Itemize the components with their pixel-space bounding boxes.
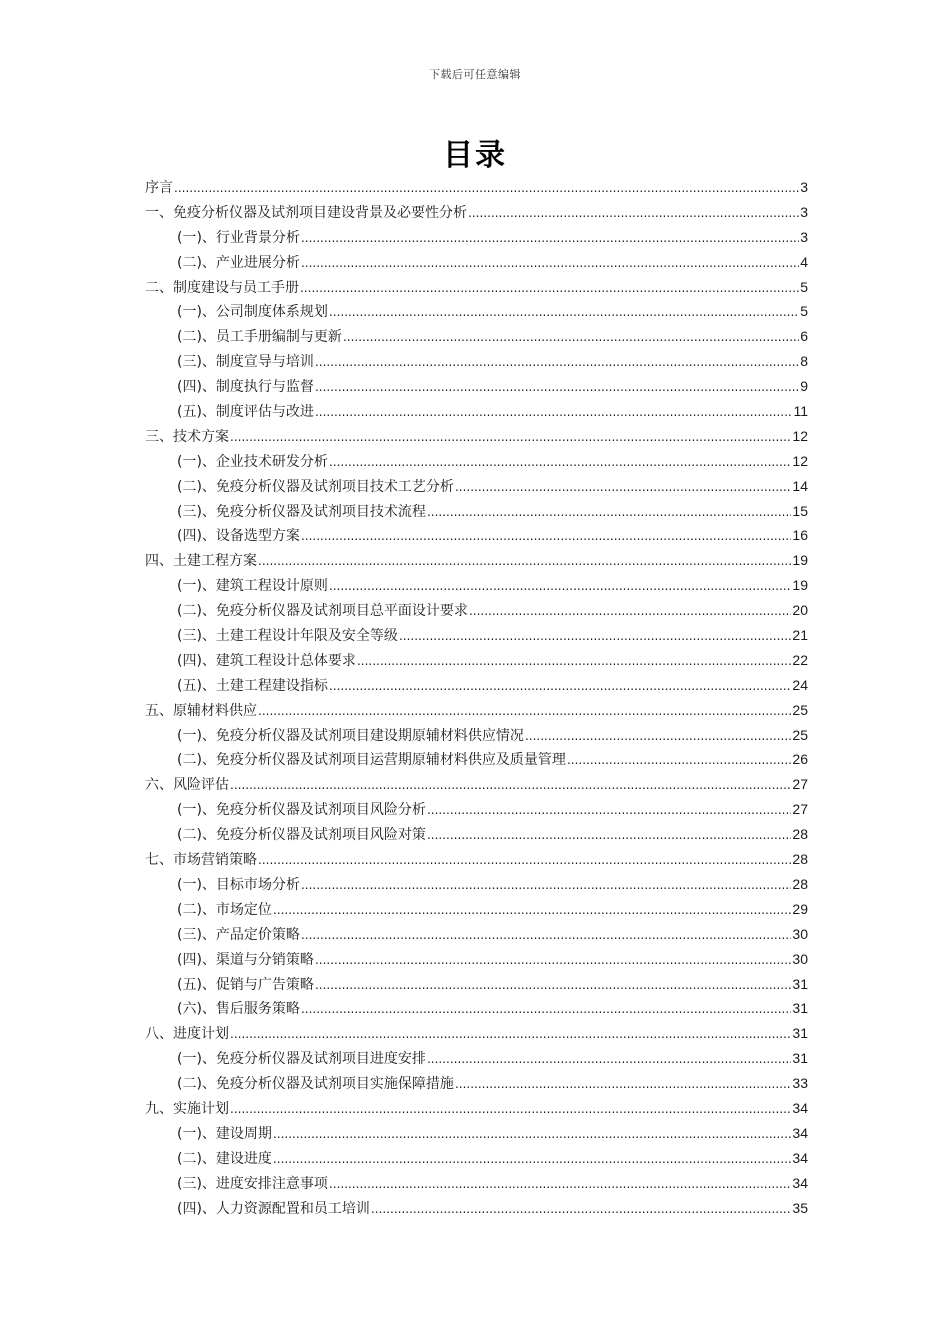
toc-page-number: 30 [792,925,808,942]
toc-entry-title: (三)、进度安排注意事项 [177,1175,328,1192]
toc-dot-leader [427,1047,791,1072]
toc-entry-title: 四、土建工程方案 [145,553,257,570]
toc-entry-title: (一)、免疫分析仪器及试剂项目进度安排 [177,1051,426,1068]
toc-page-number: 28 [792,826,808,843]
toc-entry-title: (二)、免疫分析仪器及试剂项目运营期原辅材料供应及质量管理 [177,752,566,769]
toc-entry[interactable] [145,225,808,250]
toc-entry[interactable] [145,424,808,449]
toc-page-number: 28 [792,875,808,892]
toc-dot-leader [300,276,799,301]
toc-entry-title: (一)、目标市场分析 [177,876,300,893]
toc-entry[interactable] [145,1171,808,1196]
toc-entry[interactable] [145,972,808,997]
toc-entry[interactable] [145,324,808,349]
toc-entry[interactable] [145,299,808,324]
toc-dot-leader [273,1147,791,1172]
toc-page-number: 5 [800,303,808,320]
toc-entry-title: (五)、促销与广告策略 [177,976,314,993]
toc-dot-leader [455,1072,791,1097]
toc-dot-leader [230,1097,791,1122]
toc-dot-leader [329,300,799,325]
toc-entry-title: 五、原辅材料供应 [145,702,257,719]
toc-entry[interactable] [145,598,808,623]
toc-entry-title: (一)、企业技术研发分析 [177,453,328,470]
toc-entry[interactable] [145,623,808,648]
toc-page-number: 11 [793,403,808,420]
toc-dot-leader [329,574,791,599]
toc-entry[interactable] [145,1196,808,1221]
toc-page-number: 9 [800,378,808,395]
toc-dot-leader [301,524,791,549]
toc-entry[interactable] [145,275,808,300]
toc-page-number: 35 [792,1199,808,1216]
toc-entry-title: (二)、市场定位 [177,901,272,918]
toc-entry-title: (一)、建设周期 [177,1125,272,1142]
toc-entry-title: (六)、售后服务策略 [177,1001,300,1018]
toc-dot-leader [455,475,791,500]
toc-page-number: 31 [792,1050,808,1067]
toc-page-number: 34 [792,1149,808,1166]
toc-page-number: 34 [792,1124,808,1141]
toc-dot-leader [315,400,793,425]
toc-entry-title: (二)、员工手册编制与更新 [177,329,342,346]
toc-entry[interactable] [145,200,808,225]
toc-entry-title: 九、实施计划 [145,1100,229,1117]
toc-dot-leader [230,773,791,798]
toc-entry[interactable] [145,1021,808,1046]
toc-page-number: 14 [792,477,808,494]
toc-dot-leader [399,624,791,649]
header-note: 下载后可任意编辑 [429,68,521,81]
toc-dot-leader [301,997,791,1022]
toc-entry-title: 六、风险评估 [145,777,229,794]
toc-dot-leader [371,1197,791,1222]
toc-entry[interactable] [145,772,808,797]
toc-page-number: 4 [800,253,808,270]
toc-page-number: 15 [792,502,808,519]
toc-entry-title: (四)、设备选型方案 [177,528,300,545]
toc-dot-leader [301,226,799,251]
toc-dot-leader [315,948,791,973]
toc-dot-leader [273,1122,791,1147]
toc-entry-title: (四)、渠道与分销策略 [177,951,314,968]
toc-entry-title: (一)、免疫分析仪器及试剂项目风险分析 [177,802,426,819]
toc-entry-title: (一)、建筑工程设计原则 [177,578,328,595]
toc-entry-title: (三)、制度宣导与培训 [177,354,314,371]
toc-entry[interactable] [145,673,808,698]
toc-dot-leader [468,201,799,226]
toc-entry-title: 八、进度计划 [145,1026,229,1043]
toc-entry-title: (一)、免疫分析仪器及试剂项目建设期原辅材料供应情况 [177,727,524,744]
toc-dot-leader [427,823,791,848]
toc-entry[interactable] [145,349,808,374]
toc-page-number: 22 [792,651,808,668]
toc-entry[interactable] [145,1046,808,1071]
toc-page-number: 21 [792,627,808,644]
toc-entry[interactable] [145,747,808,772]
toc-dot-leader [329,450,791,475]
toc-entry[interactable] [145,1071,808,1096]
toc-dot-leader [315,350,799,375]
toc-entry-title: (二)、建设进度 [177,1150,272,1167]
toc-entry-title: (二)、产业进展分析 [177,254,300,271]
toc-page-number: 3 [800,228,808,245]
toc-page-number: 33 [792,1075,808,1092]
toc-entry[interactable] [145,1096,808,1121]
toc-entry-title: (二)、免疫分析仪器及试剂项目实施保障措施 [177,1076,454,1093]
toc-entry[interactable] [145,797,808,822]
toc-dot-leader [343,325,799,350]
toc-page-number: 28 [792,851,808,868]
toc-page-number: 5 [800,278,808,295]
toc-dot-leader [315,375,799,400]
toc-dot-leader [258,699,791,724]
toc-entry[interactable] [145,1121,808,1146]
toc-page-number: 19 [792,552,808,569]
toc-page-number: 25 [792,701,808,718]
toc-entry[interactable] [145,648,808,673]
toc-entry-title: (二)、免疫分析仪器及试剂项目总平面设计要求 [177,603,468,620]
toc-dot-leader [357,649,791,674]
toc-dot-leader [315,973,791,998]
toc-page-number: 29 [792,900,808,917]
toc-entry-title: (五)、制度评估与改进 [177,404,314,421]
table-of-contents [145,175,808,1220]
toc-page-number: 8 [800,353,808,370]
toc-page-number: 3 [800,179,808,195]
toc-page-number: 34 [792,1099,808,1116]
toc-entry[interactable] [145,250,808,275]
toc-page-number: 24 [792,676,808,693]
toc-entry[interactable] [145,822,808,847]
toc-dot-leader [258,848,791,873]
toc-page-number: 27 [792,776,808,793]
toc-page-number: 12 [792,452,808,469]
toc-dot-leader [258,549,791,574]
toc-dot-leader [427,798,791,823]
toc-entry[interactable] [145,548,808,573]
toc-dot-leader [469,599,791,624]
toc-dot-leader [329,1172,791,1197]
toc-entry[interactable] [145,698,808,723]
toc-dot-leader [567,748,791,773]
toc-entry-title: (一)、行业背景分析 [177,229,300,246]
toc-page-number: 25 [792,726,808,743]
toc-entry-title: (三)、免疫分析仪器及试剂项目技术流程 [177,503,426,520]
toc-entry-title: (四)、建筑工程设计总体要求 [177,652,356,669]
toc-entry[interactable] [145,399,808,424]
toc-page-number: 31 [792,1025,808,1042]
toc-dot-leader [273,898,791,923]
toc-entry[interactable] [145,523,808,548]
toc-entry-title: 一、免疫分析仪器及试剂项目建设背景及必要性分析 [145,204,467,221]
toc-entry[interactable] [145,175,808,200]
toc-page-number: 34 [792,1174,808,1191]
toc-entry-title: (四)、制度执行与监督 [177,379,314,396]
toc-entry[interactable] [145,573,808,598]
toc-page-number: 12 [792,427,808,444]
toc-entry-title: (一)、公司制度体系规划 [177,304,328,321]
toc-entry-title: 二、制度建设与员工手册 [145,279,299,296]
toc-entry-title: 三、技术方案 [145,428,229,445]
toc-entry[interactable] [145,474,808,499]
toc-entry-title: 七、市场营销策略 [145,852,257,869]
page-title: 目录 [443,138,507,173]
toc-dot-leader [301,923,791,948]
toc-page-number: 30 [792,950,808,967]
toc-entry[interactable] [145,897,808,922]
toc-entry-title: (三)、产品定价策略 [177,926,300,943]
toc-entry[interactable] [145,947,808,972]
toc-dot-leader [230,425,791,450]
toc-dot-leader [230,1022,791,1047]
toc-page-number: 6 [800,328,808,345]
toc-entry[interactable] [145,499,808,524]
toc-entry[interactable] [145,922,808,947]
toc-entry[interactable] [145,449,808,474]
toc-dot-leader [301,873,791,898]
toc-dot-leader [525,724,791,749]
toc-page-number: 20 [792,602,808,619]
toc-entry[interactable] [145,723,808,748]
toc-entry-title: (二)、免疫分析仪器及试剂项目风险对策 [177,827,426,844]
toc-dot-leader [427,500,791,525]
toc-entry-title: (三)、土建工程设计年限及安全等级 [177,628,398,645]
toc-entry[interactable] [145,1146,808,1171]
toc-entry[interactable] [145,996,808,1021]
toc-page-number: 26 [792,751,808,768]
toc-page-number: 19 [792,577,808,594]
toc-entry-title: (五)、土建工程建设指标 [177,677,328,694]
toc-dot-leader [174,176,799,201]
toc-entry[interactable] [145,374,808,399]
toc-entry-title: (四)、人力资源配置和员工培训 [177,1200,370,1217]
toc-page-number: 31 [792,975,808,992]
toc-dot-leader [301,251,799,276]
toc-entry[interactable] [145,872,808,897]
toc-page-number: 31 [792,1000,808,1017]
toc-dot-leader [329,674,791,699]
toc-page-number: 27 [792,801,808,818]
toc-entry-title: (二)、免疫分析仪器及试剂项目技术工艺分析 [177,478,454,495]
toc-page-number: 3 [800,203,808,220]
toc-entry-title: 序言 [145,180,173,196]
toc-page-number: 16 [792,527,808,544]
toc-entry[interactable] [145,847,808,872]
